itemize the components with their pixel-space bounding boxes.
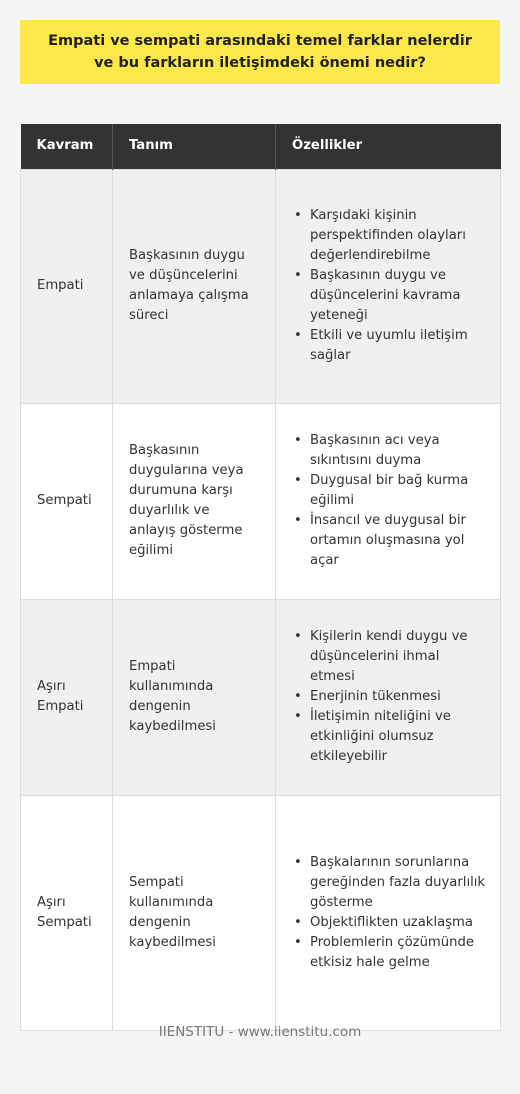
features-list xyxy=(292,853,488,973)
feature-item: • Objektiflikten uzaklaşma xyxy=(310,913,488,933)
feature-item: • İletişimin niteliğini ve etkinliğini olumsuz etkileyebilir xyxy=(310,707,488,767)
features-cell xyxy=(276,403,501,599)
feature-item: • Etkili ve uyumlu iletişim sağlar xyxy=(310,326,488,366)
header-concept: Kavram xyxy=(21,124,113,169)
table-row xyxy=(21,403,501,599)
features-list xyxy=(292,431,488,571)
header-definition: Tanım xyxy=(113,124,276,169)
feature-item: • Enerjinin tükenmesi xyxy=(310,687,488,707)
feature-item: • Duygusal bir bağ kurma eğilimi xyxy=(310,471,488,511)
table-row xyxy=(21,795,501,1030)
table-row xyxy=(21,169,501,403)
definition-cell: Sempati kullanımında dengenin kaybedilmesi xyxy=(113,795,276,1030)
features-cell xyxy=(276,169,501,403)
footer-credit: IIENSTITU - www.iienstitu.com xyxy=(158,1024,362,1040)
concept-cell: Aşırı Sempati xyxy=(21,795,113,1030)
table-row xyxy=(21,599,501,795)
title-banner xyxy=(20,20,500,84)
header-features: Özellikler xyxy=(276,124,501,169)
features-list xyxy=(292,627,488,767)
definition-cell: Empati kullanımında dengenin kaybedilmesi xyxy=(113,599,276,795)
features-list xyxy=(292,206,488,366)
feature-item: • Kişilerin kendi duygu ve düşüncelerini ihmal etmesi xyxy=(310,627,488,687)
feature-item: • Problemlerin çözümünde etkisiz hale gelme xyxy=(310,933,488,973)
definition-cell: Başkasının duygularına veya durumuna karşı duyarlılık ve anlayış gösterme eğilimi xyxy=(113,403,276,599)
concept-cell: Sempati xyxy=(21,403,113,599)
definition-cell: Başkasının duygu ve düşüncelerini anlamaya çalışma süreci xyxy=(113,169,276,403)
features-cell xyxy=(276,599,501,795)
page-title: Empati ve sempati arasındaki temel farklar nelerdir ve bu farkların iletişimdeki önemi nedir? xyxy=(48,33,472,71)
concept-cell: Aşırı Empati xyxy=(21,599,113,795)
concept-cell: Empati xyxy=(21,169,113,403)
feature-item: • İnsancıl ve duygusal bir ortamın oluşmasına yol açar xyxy=(310,511,488,571)
table-header xyxy=(21,124,501,169)
features-cell xyxy=(276,795,501,1030)
feature-item: • Başkalarının sorunlarına gereğinden fazla duyarlılık gösterme xyxy=(310,853,488,913)
feature-item: • Başkasının acı veya sıkıntısını duyma xyxy=(310,431,488,471)
comparison-table xyxy=(20,124,501,1031)
feature-item: • Başkasının duygu ve düşüncelerini kavrama yeteneği xyxy=(310,266,488,326)
feature-item: • Karşıdaki kişinin perspektifinden olayları değerlendirebilme xyxy=(310,206,488,266)
